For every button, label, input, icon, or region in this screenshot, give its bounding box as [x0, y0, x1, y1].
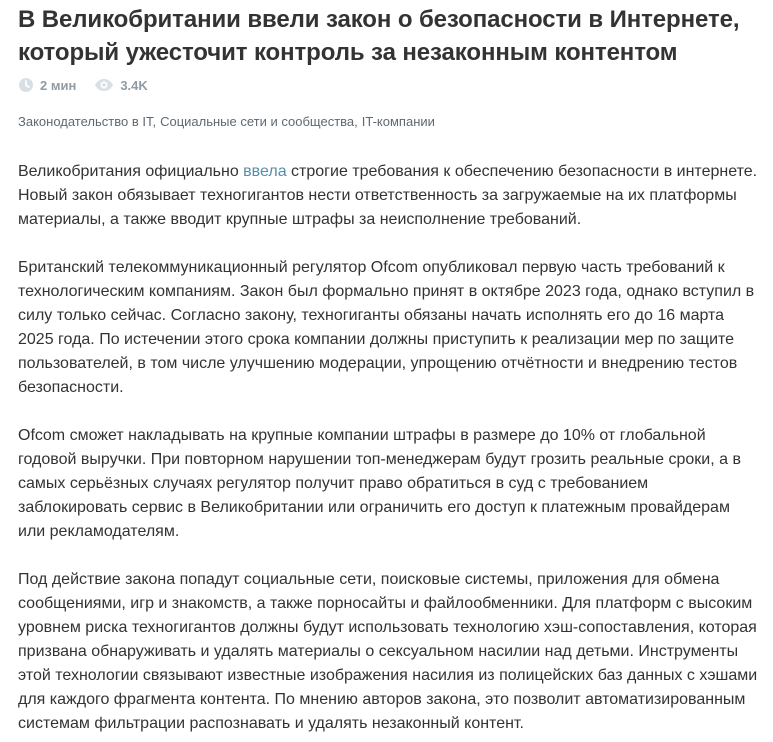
- paragraph-text-before-link: Великобритания официально: [18, 163, 244, 180]
- views-count-text: 3.4K: [120, 77, 148, 93]
- hub-link-it-companies[interactable]: IT-компании: [361, 114, 435, 129]
- reading-time: [18, 77, 76, 93]
- article-paragraph-3: Ofcom сможет накладывать на крупные компании штрафы в размере до 10% от глобальной годовой выручки. При повторном нарушении топ-менеджерам будут грозить реальные сроки, а в самых серьёзных случаях регулятор получит право обратиться в суд с требованием заблокировать сервис в Великобритании или ограничить его доступ к платежным провайдерам или рекламодателям.: [18, 427, 741, 540]
- clock-icon: [18, 77, 40, 93]
- hub-separator: ,: [152, 114, 157, 129]
- article-paragraph-4: Под действие закона попадут социальные сети, поисковые системы, приложения для обмена сообщениями, игр и знакомств, а также порносайты и файлообменники. Для платформ с высоким уровнем риска техногигантов должны будут использовать технологию хэш-сопоставления, которая призвана обнаруживать и удалять материалы о сексуальном насилии над детьми. Инструменты этой технологии связывают известные изображения насилия из полицейских баз данных с хэшами для каждого фрагмента контента. По мнению авторов закона, это позволит автоматизированным системам фильтрации распознавать и удалять незаконный контент.: [18, 571, 758, 732]
- article-title: В Великобритании ввели закон о безопасности в Интернете, который ужесточит контроль за незаконным контентом: [18, 6, 740, 66]
- views-count: [94, 78, 147, 93]
- eye-icon: [94, 78, 120, 92]
- article-hubs: [18, 113, 759, 131]
- article-paragraph-2: Британский телекоммуникационный регулятор Ofcom опубликовал первую часть требований к технологическим компаниям. Закон был формально принят в октябре 2023 года, однако вступил в силу только сейчас. Согласно закону, техногиганты обязаны начать исполнять его до 16 марта 2025 года. По истечении этого срока компании должны приступить к реализации мер по защите пользователей, в том числе улучшению модерации, упрощению отчётности и внедрению тестов безопасности.: [18, 259, 755, 396]
- hub-link-legislation[interactable]: Законодательство в IT: [18, 114, 153, 129]
- hub-separator: ,: [354, 114, 358, 129]
- article-body: [18, 160, 759, 736]
- article-meta: [18, 74, 759, 96]
- hub-link-social-networks[interactable]: Социальные сети и сообщества: [160, 114, 355, 129]
- source-link[interactable]: ввела: [243, 163, 287, 180]
- reading-time-text: 2 мин: [40, 77, 77, 93]
- paragraph-text-after-link: строгие требования к обеспечению безопасности в интернете. Новый закон обязывает техногигантов нести ответственность за загружаемые на их платформы материалы, а также вводит крупные штрафы за неисполнение требований.: [18, 163, 758, 228]
- article-paragraph-1: [18, 160, 759, 232]
